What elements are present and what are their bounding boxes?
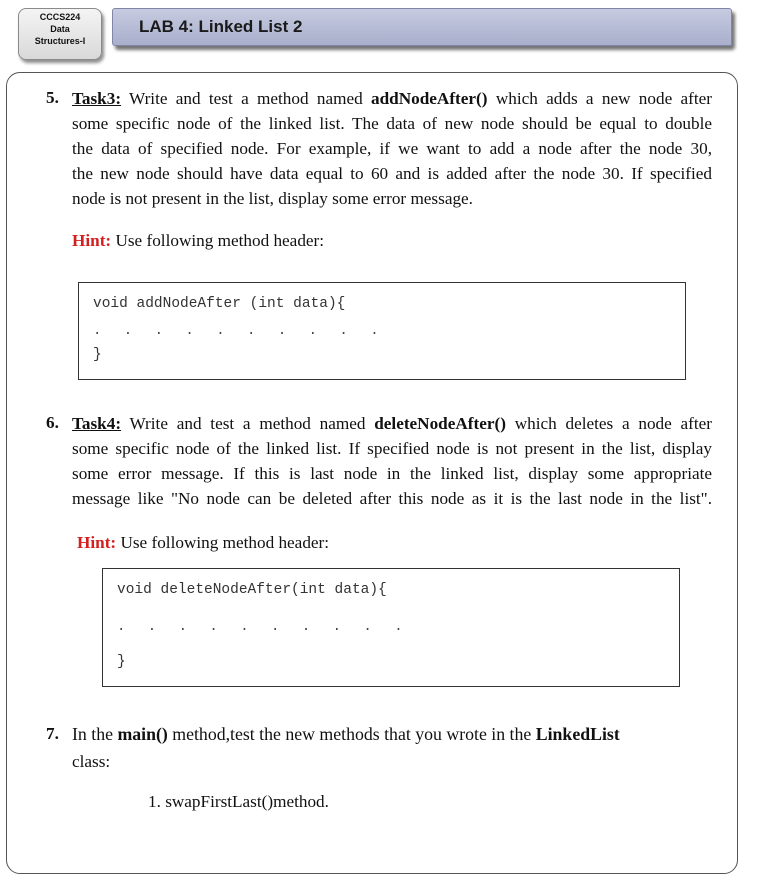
task5-code-header: void addNodeAfter (int data){ bbox=[93, 296, 346, 312]
task5-code-close: } bbox=[93, 347, 102, 363]
task5-code-box bbox=[78, 282, 686, 380]
task6-code-box bbox=[102, 568, 680, 687]
course-badge bbox=[18, 8, 102, 60]
task5-number: 5. bbox=[46, 88, 59, 107]
task6-method: deleteNodeAfter() bbox=[374, 414, 506, 433]
task5-hint bbox=[72, 231, 324, 251]
item7-line1 bbox=[72, 722, 712, 747]
task6-line2: some specific node of the linked list. If specified node is not present in the list, display bbox=[72, 439, 712, 458]
task6-label: Task4: bbox=[72, 414, 122, 433]
task5-code-dots: . . . . . . . . . . bbox=[93, 323, 386, 339]
task5-line5: node is not present in the list, display some error message. bbox=[72, 189, 473, 208]
task6-code-header: void deleteNodeAfter(int data){ bbox=[117, 582, 387, 598]
item7-class: LinkedList bbox=[535, 724, 620, 744]
course-name-line1: Data bbox=[50, 24, 70, 34]
task6-hint bbox=[77, 533, 329, 553]
task5-line1-rest: which adds a new node after bbox=[495, 89, 713, 108]
course-name-line2: Structures-I bbox=[34, 36, 86, 46]
task5-line1 bbox=[72, 86, 712, 111]
item7-line2: class: bbox=[72, 752, 111, 771]
item7-sub-item: 1. swapFirstLast()method. bbox=[148, 792, 329, 811]
item7-pre: In the bbox=[72, 724, 113, 744]
task6-line3: some error message. If this is last node in the linked list, display some appropriate bbox=[72, 464, 712, 483]
task6-line4: message like "No node can be deleted after this node as it is the last node in the list". bbox=[72, 489, 712, 508]
task5-intro: Write and test a method named bbox=[129, 89, 363, 108]
task5-hint-text: Use following method header: bbox=[115, 231, 325, 250]
task5-paragraph bbox=[72, 86, 712, 211]
item7-mid: method,test the new methods that you wrote in the bbox=[172, 724, 532, 744]
lab-title-bar bbox=[112, 8, 732, 46]
task6-line1 bbox=[72, 411, 712, 436]
task5-line2: some specific node of the linked list. The data of new node should be equal to double bbox=[72, 114, 712, 133]
task5-label: Task3: bbox=[72, 89, 122, 108]
task6-code-close: } bbox=[117, 654, 126, 670]
course-code: CCCS224 bbox=[39, 12, 81, 22]
lab-title: LAB 4: Linked List 2 bbox=[139, 17, 303, 36]
task5-line4: the new node should have data equal to 60 and is added after the node 30. If specified bbox=[72, 164, 712, 183]
task6-code-dots: . . . . . . . . . . bbox=[117, 619, 410, 635]
item7-main: main() bbox=[117, 724, 168, 744]
task6-line1-rest: which deletes a node after bbox=[514, 414, 713, 433]
task6-hint-text: Use following method header: bbox=[120, 533, 330, 552]
task6-paragraph bbox=[72, 411, 712, 511]
task5-line3: the data of specified node. For example, if we want to add a node after the node 30, bbox=[72, 139, 712, 158]
task6-intro: Write and test a method named bbox=[129, 414, 366, 433]
item7-number: 7. bbox=[46, 724, 59, 743]
task5-hint-label: Hint: bbox=[72, 231, 112, 250]
task6-hint-label: Hint: bbox=[77, 533, 117, 552]
item7-paragraph bbox=[72, 722, 712, 774]
task5-method: addNodeAfter() bbox=[371, 89, 488, 108]
task6-number: 6. bbox=[46, 413, 59, 432]
